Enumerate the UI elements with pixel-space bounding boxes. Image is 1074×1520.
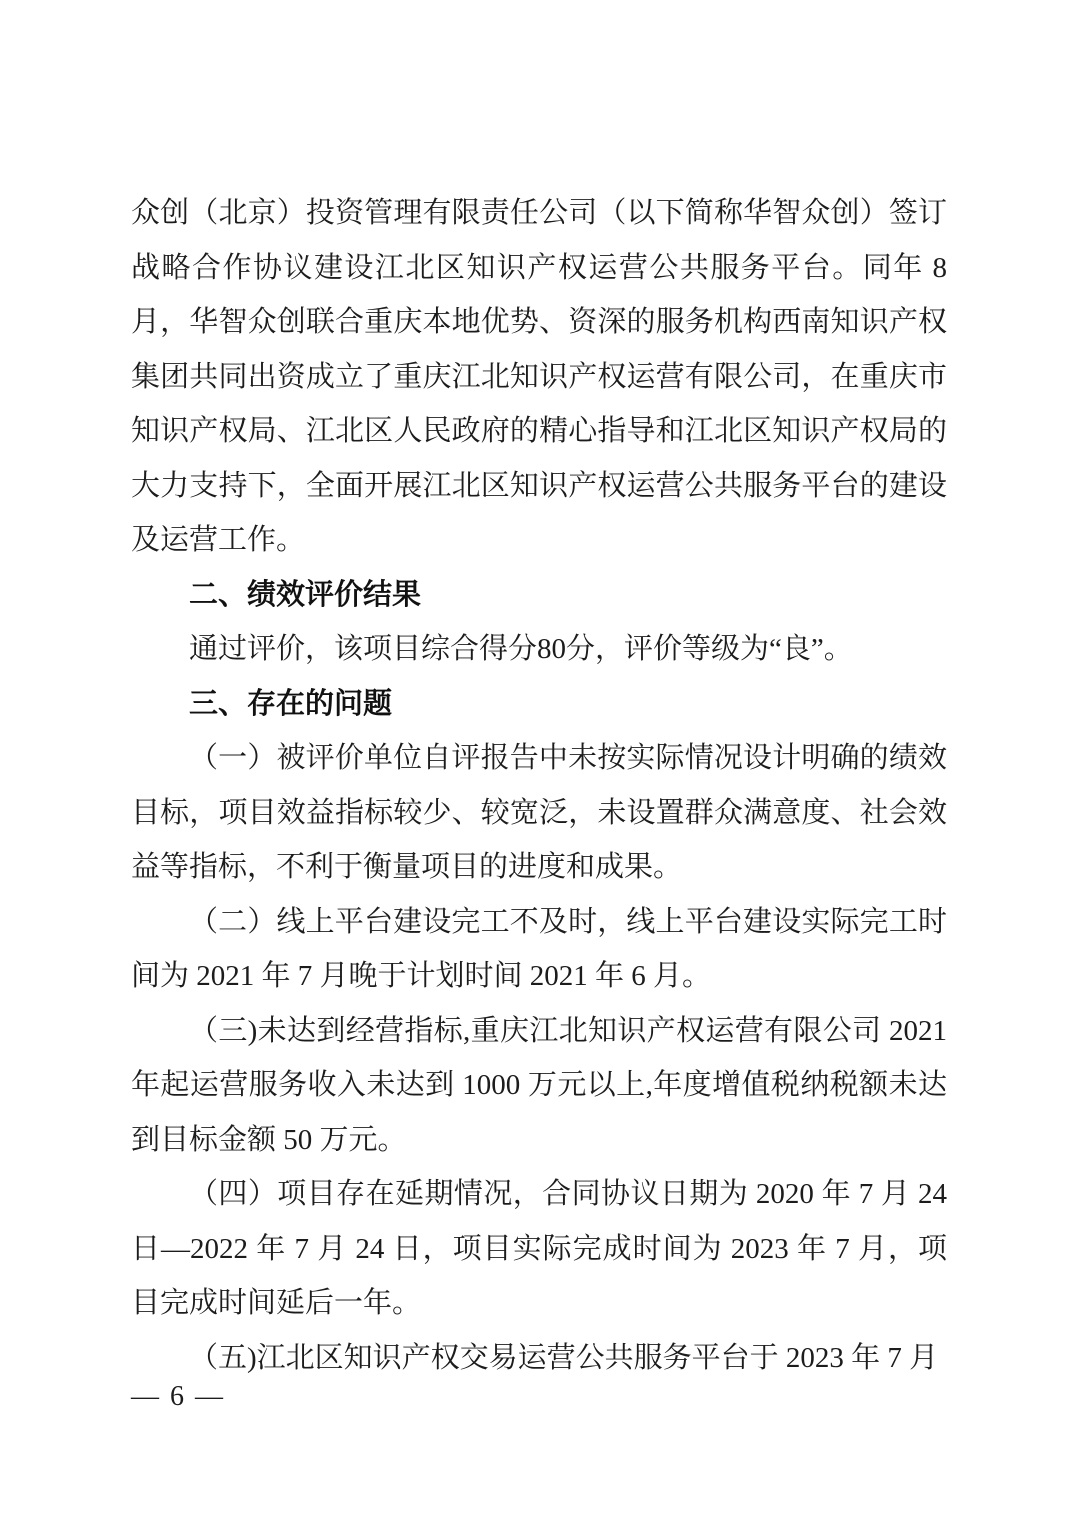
page-footer bbox=[131, 1380, 225, 1414]
section-heading-evaluation-result: 二、绩效评价结果 bbox=[189, 578, 422, 611]
paragraph-problem-3: （三)未达到经营指标,重庆江北知识产权运营有限公司 2021 年起运营服务收入未达到 1000 万元以上,年度增值税纳税额未达到目标金额 50 万元。 bbox=[131, 1014, 947, 1156]
page-body bbox=[131, 186, 947, 1385]
paragraph-evaluation-score: 通过评价，该项目综合得分80分，评价等级为“良”。 bbox=[189, 633, 853, 665]
section-heading-existing-problems: 三、存在的问题 bbox=[189, 687, 393, 720]
paragraph-problem-2: （二）线上平台建设完工不及时，线上平台建设实际完工时间为 2021 年 7 月晚于计划时间 2021 年 6 月。 bbox=[131, 905, 947, 992]
page-number: — 6 — bbox=[131, 1381, 225, 1412]
paragraph-intro-continued: 众创（北京）投资管理有限责任公司（以下简称华智众创）签订战略合作协议建设江北区知识产权运营公共服务平台。同年 8 月，华智众创联合重庆本地优势、资深的服务机构西南知识产权集团共同出资成立了重庆江北知识产权运营有限公司，在重庆市知识产权局、江北区人民政府的精心指导和江北区知识产权局的大力支持下，全面开展江北区知识产权运营公共服务平台的建设及运营工作。 bbox=[131, 197, 947, 556]
paragraph-problem-5: （五)江北区知识产权交易运营公共服务平台于 2023 年 7 月 bbox=[189, 1341, 939, 1374]
paragraph-problem-4: （四）项目存在延期情况，合同协议日期为 2020 年 7 月 24 日—2022 年 7 月 24 日，项目实际完成时间为 2023 年 7 月，项目完成时间延后一年。 bbox=[131, 1178, 947, 1319]
paragraph-problem-1: （一）被评价单位自评报告中未按实际情况设计明确的绩效目标，项目效益指标较少、较宽泛，未设置群众满意度、社会效益等指标，不利于衡量项目的进度和成果。 bbox=[131, 742, 947, 883]
